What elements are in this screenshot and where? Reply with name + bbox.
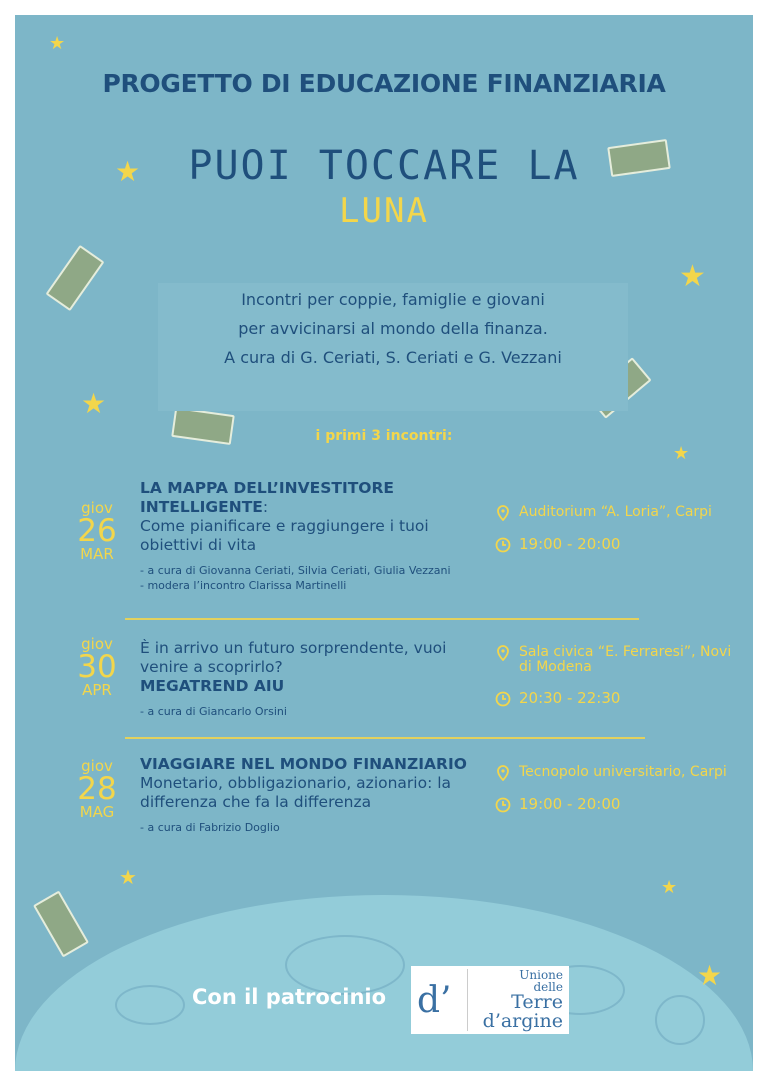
time-text: 19:00 - 20:00 (519, 795, 621, 813)
date-month: MAG (79, 803, 115, 821)
star-icon: ★ (49, 33, 66, 54)
location-text: Sala civica “E. Ferraresi”, Novi di Modena (519, 644, 732, 675)
star-icon: ★ (673, 443, 690, 464)
event-location (495, 645, 735, 707)
intro-text (158, 283, 628, 372)
event-date (67, 501, 127, 562)
event-date (67, 759, 127, 820)
clock-icon (495, 537, 511, 553)
event-details (140, 479, 485, 593)
star-icon: ★ (119, 865, 137, 889)
star-icon: ★ (81, 387, 107, 420)
event-moderator: - modera l’incontro Clarissa Martinelli (140, 579, 347, 592)
location-pin-icon (495, 765, 511, 781)
event-details (140, 639, 485, 719)
time-text: 20:30 - 22:30 (519, 689, 621, 707)
poster (15, 15, 753, 1071)
clock-icon (495, 691, 511, 707)
event-title: VIAGGIARE NEL MONDO FINANZIARIO (140, 755, 467, 773)
event-credit: - a cura di Fabrizio Doglio (140, 821, 280, 834)
location-pin-icon (495, 645, 511, 661)
event-location (495, 765, 735, 813)
logo-monogram: d’ (417, 979, 452, 1021)
location-text: Auditorium “A. Loria”, Carpi (519, 504, 712, 520)
star-icon: ★ (661, 877, 678, 898)
page-title: PROGETTO DI EDUCAZIONE FINANZIARIA (102, 69, 666, 98)
banknote-icon (46, 245, 105, 311)
star-icon: ★ (679, 259, 706, 294)
subtitle-line1: PUOI TOCCARE LA (188, 143, 580, 189)
event-title: MEGATREND AIU (140, 677, 285, 695)
event-title-suffix: : (262, 498, 269, 516)
clock-icon (495, 797, 511, 813)
star-icon: ★ (697, 959, 723, 992)
intro-line: Incontri per coppie, famiglie e giovani (241, 290, 545, 309)
banknote-icon (33, 891, 89, 958)
divider (125, 618, 639, 620)
event-credit: - a cura di Giancarlo Orsini (140, 705, 287, 718)
event-title: LA MAPPA DELL’INVESTITORE INTELLIGENTE (140, 479, 395, 516)
event-description: Monetario, obbligazionario, azionario: la differenza che fa la differenza (140, 774, 452, 811)
terre-dargine-logo (411, 966, 569, 1034)
event-location (495, 505, 735, 553)
location-text: Tecnopolo universitario, Carpi (519, 764, 727, 780)
location-pin-icon (495, 505, 511, 521)
event-details (140, 755, 485, 835)
date-number: 28 (77, 771, 117, 807)
date-day: giov (81, 499, 113, 517)
star-icon: ★ (115, 155, 141, 188)
event-description: Come pianificare e raggiungere i tuoi obiettivi di vita (140, 517, 429, 554)
patronage-label: Con il patrocinio (192, 985, 387, 1009)
divider (125, 737, 645, 739)
intro-line: A cura di G. Ceriati, S. Ceriati e G. Vezzani (224, 348, 562, 367)
date-month: APR (82, 681, 112, 699)
subtitle-line2: LUNA (339, 191, 429, 231)
intro-line: per avvicinarsi al mondo della finanza. (238, 319, 548, 338)
date-day: giov (81, 757, 113, 775)
event-date (67, 637, 127, 698)
date-number: 30 (77, 649, 117, 685)
date-day: giov (81, 635, 113, 653)
date-month: MAR (80, 545, 114, 563)
event-description: È in arrivo un futuro sorprendente, vuoi venire a scoprirlo? (140, 639, 447, 676)
date-number: 26 (77, 513, 117, 549)
logo-wordmark: Unione delle Terre d’argine (467, 969, 563, 1031)
moon-illustration (15, 895, 753, 1071)
event-credit: - a cura di Giovanna Ceriati, Silvia Ceriati, Giulia Vezzani (140, 564, 451, 577)
section-label: i primi 3 incontri: (315, 428, 453, 444)
time-text: 19:00 - 20:00 (519, 535, 621, 553)
